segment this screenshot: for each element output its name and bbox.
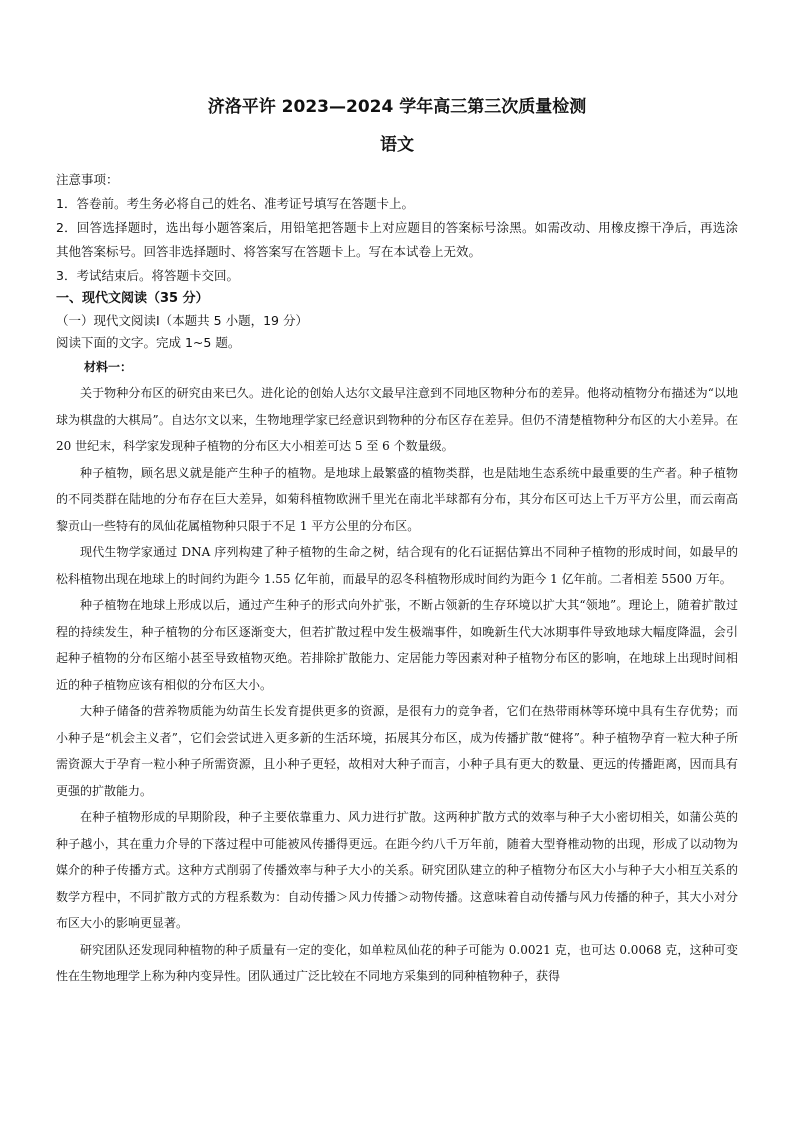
notice-block xyxy=(56,168,738,288)
exam-title: 济洛平许 2023—2024 学年高三第三次质量检测 xyxy=(207,97,587,117)
passage-paragraph: 大种子储备的营养物质能为幼苗生长发育提供更多的资源，是很有力的竞争者，它们在热带雨林等环境中具有生存优势；而小种子是“机会主义者”，它们会尝试进入更多新的生活环境，拓展其分布区，成为传播扩散“健将”。种子植物孕育一粒大种子所需资源大于孕育一粒小种子所需资源，且小种子更轻，故相对大种子而言，小种子具有更大的数量、更远的传播距离，因而具有更强的扩散能力。 xyxy=(56,704,738,798)
passage-paragraph: 关于物种分布区的研究由来已久。进化论的创始人达尔文最早注意到不同地区物种分布的差异。他将动植物分布描述为“以地球为棋盘的大棋局”。自达尔文以来，生物地理学家已经意识到物种的分布区存在差异。但仍不清楚植物种分布区的大小差异。在 20 世纪末，科学家发现种子植物的分布区大小相差可达 5 至 6 个数量级。 xyxy=(56,386,738,453)
passage-paragraph: 在种子植物形成的早期阶段，种子主要依靠重力、风力进行扩散。这两种扩散方式的效率与种子大小密切相关，如蒲公英的种子越小，其在重力介导的下落过程中可能被风传播得更远。在距今约八千万年前，随着大型脊椎动物的出现，形成了以动物为媒介的种子传播方式。这种方式削弱了传播效率与种子大小的关系。研究团队建立的种子植物分布区大小与种子大小相互关系的数学方程中，不同扩散方式的方程系数为：自动传播＞风力传播＞动物传播。这意味着自动传播与风力传播的种子，其大小对分布区大小的影响更显著。 xyxy=(56,810,738,930)
notice-item-2: 2．回答选择题时，选出每小题答案后，用铅笔把答题卡上对应题目的答案标号涂黑。如需改动、用橡皮擦干净后，再选涂其他答案标号。回答非选择题时、将答案写在答题卡上。写在本试卷上无效。 xyxy=(56,220,738,259)
passage-paragraph: 研究团队还发现同种植物的种子质量有一定的变化，如单粒凤仙花的种子可能为 0.0021 克，也可达 0.0068 克，这种可变性在生物地理学上称为种内变异性。团队通过广泛比较在不同地方采集到的同种植物种子，获得 xyxy=(56,942,738,983)
passage-paragraph: 现代生物学家通过 DNA 序列构建了种子植物的生命之树，结合现有的化石证据估算出不同种子植物的形成时间，如最早的松科植物出现在地球上的时间约为距今 1.55 亿年前，而最早的忍冬科植物形成时间约为距今 1 亿年前。二者相差 5500 万年。 xyxy=(56,545,738,586)
exam-subject: 语文 xyxy=(380,135,414,155)
notice-heading: 注意事项： xyxy=(56,172,119,187)
exam-page xyxy=(56,96,738,990)
section-sub-title: （一）现代文阅读Ⅰ（本题共 5 小题，19 分） xyxy=(56,313,308,328)
passage-paragraph: 种子植物，顾名思义就是能产生种子的植物。是地球上最繁盛的植物类群，也是陆地生态系统中最重要的生产者。种子植物的不同类群在陆地的分布存在巨大差异，如菊科植物欧洲千里光在南北半球都有分布，其分布区可达上千万平方公里，而云南高黎贡山一些特有的凤仙花属植物种只限于不足 1 平方公里的分布区。 xyxy=(56,465,738,533)
notice-item-1: 1．答卷前。考生务必将自己的姓名、准考证号填写在答题卡上。 xyxy=(56,196,414,211)
section-title: 一、现代文阅读（35 分） xyxy=(56,291,209,306)
material-label: 材料一： xyxy=(84,360,133,374)
reading-passage xyxy=(56,380,738,990)
passage-paragraph: 种子植物在地球上形成以后，通过产生种子的形式向外扩张，不断占领新的生存环境以扩大其“领地”。理论上，随着扩散过程的持续发生，种子植物的分布区逐渐变大，但若扩散过程中发生极端事件，如晚新生代大冰期事件导致地球大幅度降温，会引起种子植物的分布区缩小甚至导致植物灭绝。若排除扩散能力、定居能力等因素对种子植物分布区的影响，在地球上出现时间相近的种子植物应该有相似的分布区大小。 xyxy=(56,598,738,692)
section-instruction: 阅读下面的文字。完成 1~5 题。 xyxy=(56,335,241,350)
notice-item-3: 3．考试结束后。将答题卡交回。 xyxy=(56,268,239,283)
